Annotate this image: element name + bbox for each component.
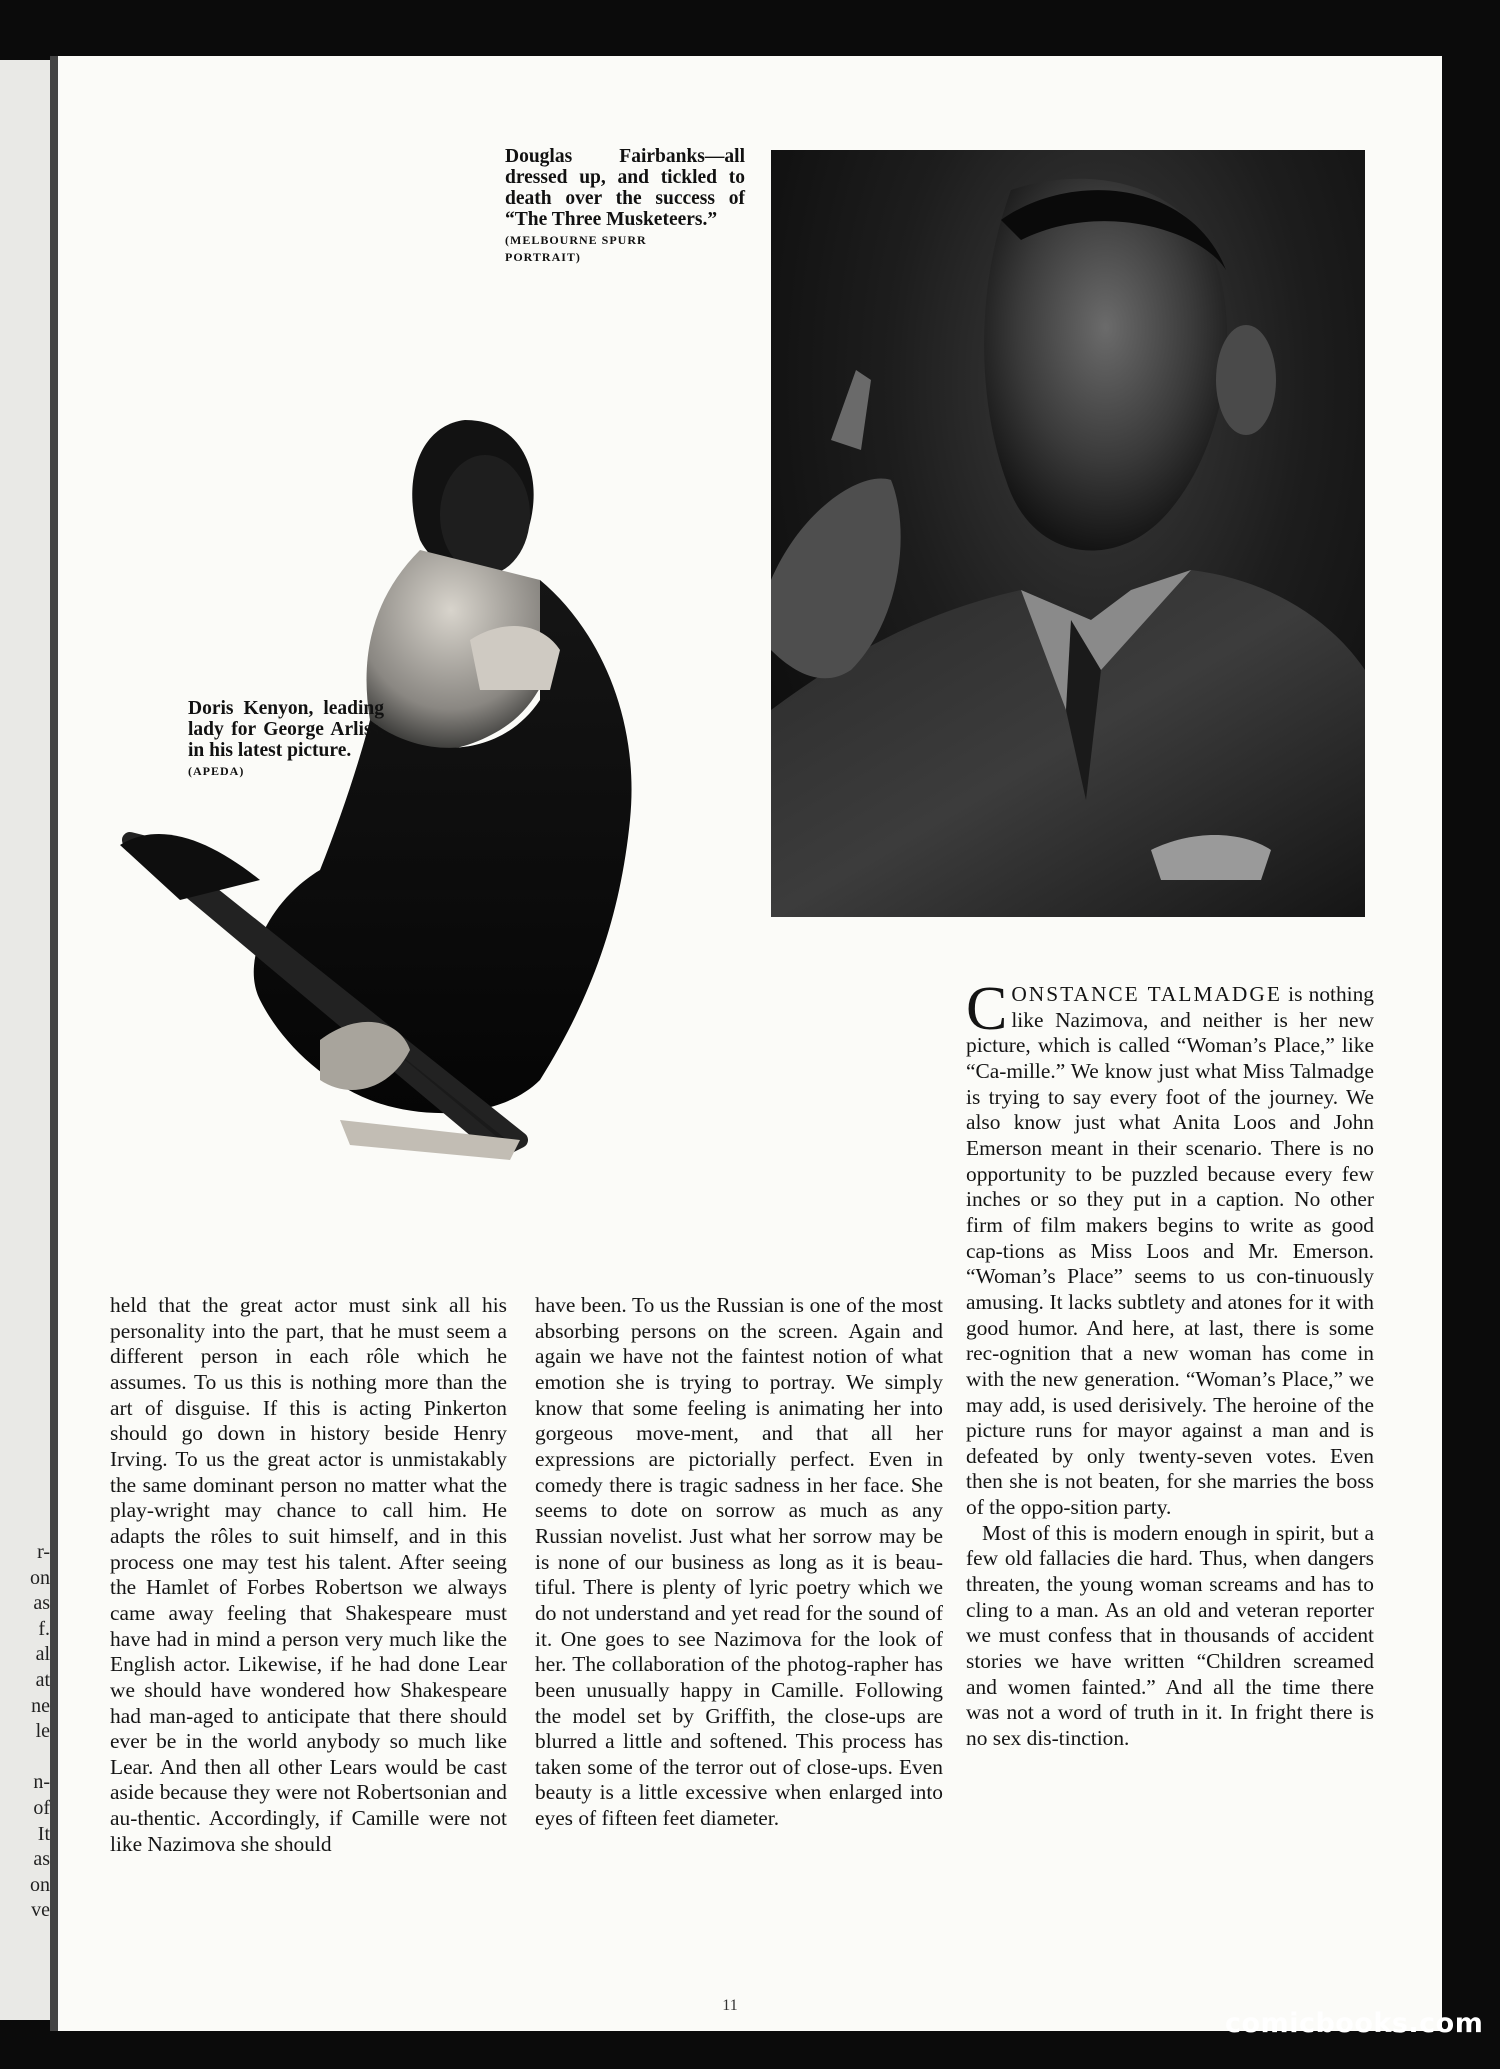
fairbanks-photo: [771, 150, 1365, 917]
watermark: comicbooks.com: [1225, 2008, 1484, 2039]
kenyon-photo: [120, 400, 780, 1250]
column-3-paragraph-1: [966, 975, 1374, 1521]
fragment: on: [30, 1566, 50, 1589]
fragment: on: [30, 1873, 50, 1896]
article-column-2: [535, 1293, 943, 1832]
column-2-text: have been. To us the Russian is one of the most absorbing persons on the screen. Again and again we have not the faintest notion of what emotion she is trying to portray. We simply know that some feeling is animating her into gorgeous move-ment, and that all her expressions are pictorially perfect. Even in comedy there is tragic sadness in her face. She seems to dote on sorrow as much as any Russian novelist. Just what her sorrow may be is none of our business as long as it is beau-tiful. There is plenty of lyric poetry which we do not understand and yet read for the sound of it. One goes to see Nazimova for the look of her. The collaboration of the photog-rapher has been unusually happy in Camille. Following the model set by Griffith, the close-ups are blurred a little and softened. This process has taken some of the terror out of close-ups. Even beauty is a little excessive when enlarged into eyes of fifteen feet diameter.: [535, 1293, 943, 1831]
fragment: f.: [38, 1617, 50, 1640]
paragraph-1-text: is nothing like Nazimova, and neither is her new picture, which is called “Woman’s Place,” like “Ca-mille.” We know just what Miss Talmadge is trying to say every foot of the journey. We also know just what Anita Loos and John Emerson meant in their scenario. There is no opportunity to be puzzled because every few inches or so they put in a caption. No other firm of film makers begins to write as good cap-tions as Miss Loos and Mr. Emerson. “Woman’s Place” seems to us con-tinuously amusing. It lacks subtlety and atones for it with good humor. And here, at last, there is some rec-ognition that a new woman has come in with the new generation. “Woman’s Place,” we may add, is used derisively. The heroine of the picture runs for mayor against a man and is defeated by only twenty-seven votes. Even then she is not beaten, for she marries the boss of the oppo-sition party.: [966, 982, 1374, 1520]
column-1-text: held that the great actor must sink all his personality into the part, that he must seem a different person in each rôle which he assumes. To us this is nothing more than the art of disguise. If this is acting Pinkerton should go down in history beside Henry Irving. To us the great actor is unmistakably the same dominant person no matter what the play-wright may chance to call him. He adapts the rôles to suit himself, and in this process one may test his talent. After seeing the Hamlet of Forbes Robertson we always came away feeling that Shakespeare must have had in mind a person very much like the English actor. Likewise, if he had done Lear we should have wondered how Shakespeare had man-aged to anticipate that there should ever be in the world anybody so much like Lear. And then all other Lears would be cast aside because they were not Robertsonian and au-thentic. Accordingly, if Camille were not like Nazimova she should: [110, 1293, 507, 1856]
page-gutter: [50, 56, 58, 2031]
fragment: as: [33, 1848, 50, 1871]
fragment: r-: [37, 1541, 50, 1563]
column-3-paragraph-2: Most of this is modern enough in spirit, but a few old fallacies die hard. Thus, when dangers threaten, the young woman screams and has to cling to a man. As an old and veteran reporter we must confess that in thousands of accident stories we have written “Children screamed and women fainted.” And all the time there was not a word of truth in it. In fright there is no sex dis-tinction.: [966, 1520, 1374, 1751]
kenyon-caption: [188, 698, 384, 780]
fairbanks-credit-line2: PORTRAIT): [505, 250, 581, 264]
page-number: 11: [722, 1997, 738, 2014]
kenyon-portrait-illustration: [120, 400, 780, 1250]
drop-cap: C: [966, 975, 1008, 1043]
adjacent-page-text: [0, 1540, 50, 1924]
lead-in-caps: ONSTANCE TALMADGE: [1011, 982, 1282, 1006]
fragment: ve: [31, 1899, 50, 1922]
kenyon-caption-text: Doris Kenyon, leading lady for George Arliss, in his latest picture.: [188, 698, 384, 761]
article-column-1: [110, 1293, 507, 1857]
fragment: le: [35, 1720, 50, 1743]
fragment-gap: [0, 1745, 50, 1771]
article-column-3: [966, 975, 1374, 1752]
fragment: of: [33, 1796, 50, 1819]
fairbanks-portrait-illustration: [771, 150, 1365, 917]
fragment: at: [35, 1668, 50, 1691]
kenyon-credit: (APEDA): [188, 764, 245, 778]
fairbanks-caption-text: Douglas Fairbanks—all dressed up, and tickled to death over the success of “The Three Musketeers.”: [505, 146, 745, 230]
fragment: as: [33, 1592, 50, 1615]
fairbanks-caption: [505, 146, 745, 266]
fragment: al: [35, 1643, 50, 1666]
fragment: n-: [33, 1771, 50, 1794]
fragment: It: [37, 1822, 50, 1845]
fragment: ne: [31, 1694, 50, 1717]
fairbanks-credit-line1: (MELBOURNE SPURR: [505, 233, 647, 247]
